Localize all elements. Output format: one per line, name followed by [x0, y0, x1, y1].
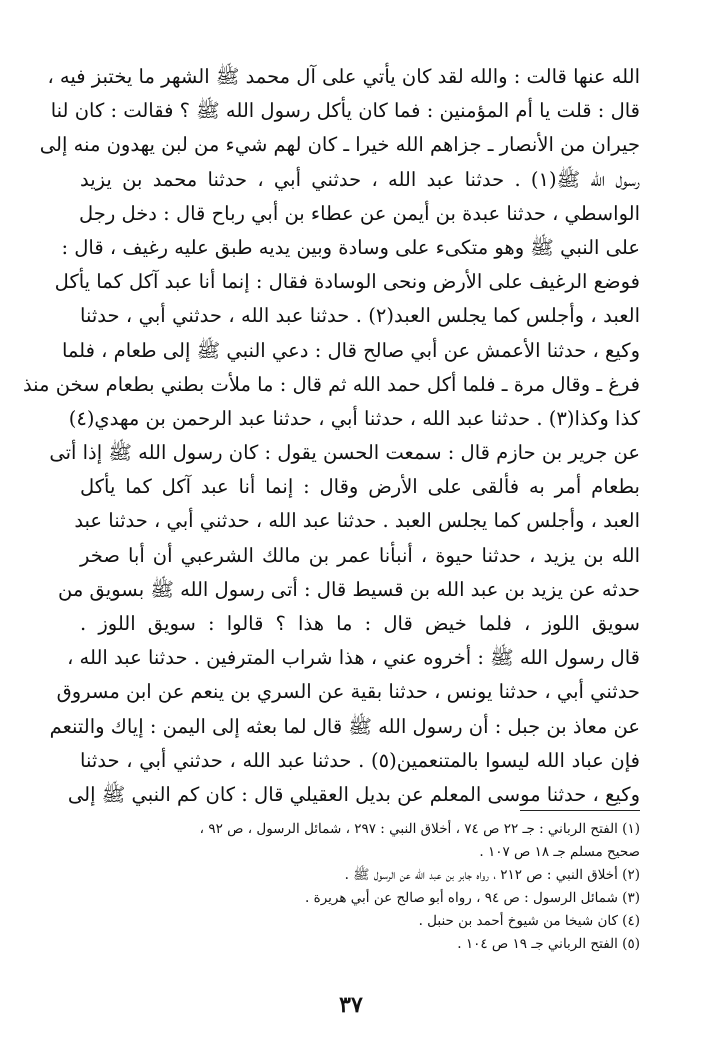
text-line: قال : قلت يا أم المؤمنين : فما كان يأكل رسول الله ﷺ ؟ فقالت : كان لنا: [50, 99, 640, 123]
text-line: وكيع ، حدثنا الأعمش عن أبي صالح قال : دعي النبي ﷺ إلى طعام ، فلما: [61, 338, 640, 362]
text-line: رسول الله ﷺ(١) . حدثنا عبد الله ، حدثني أبي ، حدثنا محمد بن يزيد: [80, 167, 640, 191]
footnote-3: (٣) شمائل الرسول : ص ٩٤ ، رواه أبو صالح عن أبي هريرة .: [305, 890, 640, 906]
footnote-5: (٥) الفتح الرباني جـ ١٩ ص ١٠٤ .: [457, 936, 640, 952]
footnotes: [80, 818, 640, 956]
text-line: فرغ ـ وقال مرة ـ فلما أكل حمد الله ثم قال : ما ملأت بطني بطعام سخن منذ: [22, 372, 640, 396]
text-line: بطعام أمر به فألقى على الأرض وقال : إنما أنا عبد آكل كما يأكل: [80, 475, 640, 499]
text-line: وكيع ، حدثنا موسى المعلم عن بديل العقيلي قال : كان كم النبي ﷺ إلى: [67, 782, 640, 806]
text-line: على النبي ﷺ وهو متكىء على وسادة وبين يديه طبق عليه رغيف ، قال :: [61, 235, 640, 259]
text-line: جيران من الأنصار ـ جزاهم الله خيرا ـ كان لهم شيء من لبن يهدون منه إلى: [39, 133, 640, 157]
text-line: فوضع الرغيف على الأرض ونحى الوسادة فقال : إنما أنا عبد آكل كما يأكل: [54, 270, 640, 294]
text-line: حدثني أبي ، حدثنا يونس ، حدثنا بقية عن السري بن ينعم عن ابن مسروق: [56, 680, 640, 704]
text-line: العبد ، وأجلس كما يجلس العبد . حدثنا عبد الله ، حدثني أبي ، حدثنا عبد: [74, 509, 640, 533]
footnote-2: (٢) أخلاق النبي : ص ٢١٢ ، رواه جابر بن عبد الله عن الرسول ﷺ .: [344, 867, 640, 883]
text-line: عن معاذ بن جبل : أن رسول الله ﷺ قال لما بعثه إلى اليمن : إياك والتنعم: [49, 714, 640, 738]
text-line: الله عنها قالت : والله لقد كان يأتي على آل محمد ﷺ الشهر ما يختبز فيه ،: [47, 65, 640, 88]
text-line: العبد ، وأجلس كما يجلس العبد(٢) . حدثنا عبد الله ، حدثني أبي ، حدثنا: [80, 304, 640, 328]
text-line: عن جرير بن حازم قال : سمعت الحسن يقول : كان رسول الله ﷺ إذا أتى: [49, 441, 640, 465]
text-line: الله بن يزيد ، حدثنا حيوة ، أنبأنا عمر بن مالك الشرعبي أن أبا صخر: [80, 543, 640, 567]
footnote-divider: [520, 810, 640, 811]
footnote-1-continued: صحيح مسلم جـ ١٨ ص ١٠٧ .: [479, 844, 640, 860]
main-text: [22, 60, 640, 812]
text-line: سويق اللوز ، فلما خيض قال : ما هذا ؟ قالوا : سويق اللوز .: [80, 612, 640, 635]
text-line: كذا وكذا(٣) . حدثنا عبد الله ، حدثنا أبي ، حدثنا عبد الرحمن بن مهدي(٤): [68, 406, 640, 430]
page-number: ٣٧: [339, 992, 363, 1018]
text-line: قال رسول الله ﷺ : أخروه عني ، هذا شراب المترفين . حدثنا عبد الله ،: [67, 646, 640, 670]
footnote-1: (١) الفتح الرباني : جـ ٢٢ ص ٧٤ ، أخلاق النبي : ٢٩٧ ، شمائل الرسول ، ص ٩٢ ،: [199, 821, 640, 837]
text-line: فإن عباد الله ليسوا بالمتنعمين(٥) . حدثنا عبد الله ، حدثني أبي ، حدثنا: [80, 748, 640, 772]
text-line: الواسطي ، حدثنا عبدة بن أيمن عن عطاء بن أبي رباح قال : دخل رجل: [79, 201, 640, 225]
footnote-4: (٤) كان شيخا من شيوخ أحمد بن حنبل .: [418, 913, 640, 929]
text-line: حدثه عن يزيد بن عبد الله بن قسيط قال : أتى رسول الله ﷺ بسويق من: [58, 577, 640, 601]
